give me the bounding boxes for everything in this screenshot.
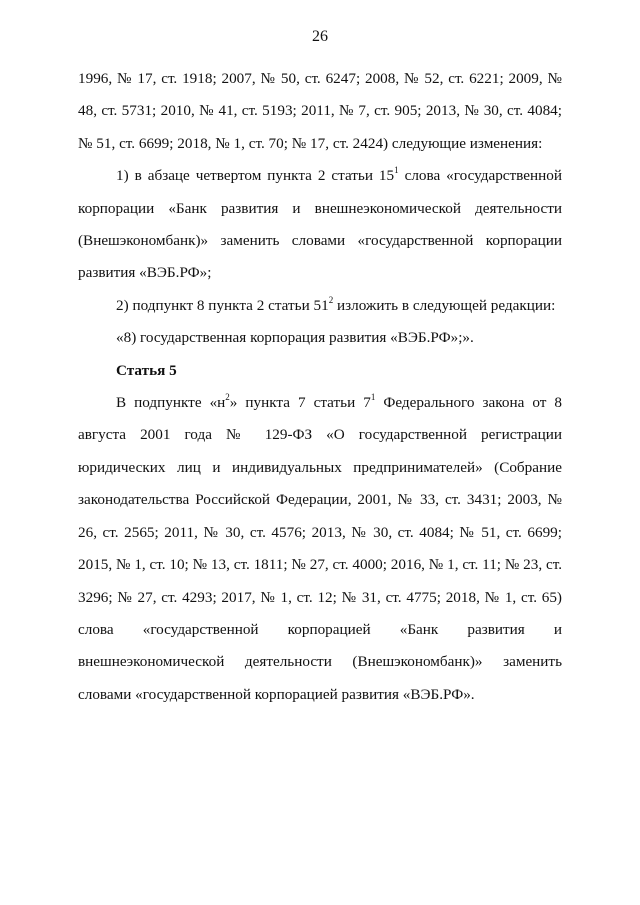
paragraph-item-2	[78, 290, 562, 322]
paragraph-article-5-text-2: » пункта 7 статьи 7	[229, 394, 371, 412]
paragraph-item-1	[78, 160, 562, 290]
page-number: 26	[312, 28, 328, 45]
superscript-7-1: 1	[370, 392, 376, 403]
paragraph-continuation: 1996, № 17, ст. 1918; 2007, № 50, ст. 6247; 2008, № 52, ст. 6221; 2009, № 48, ст. 5731; 2010, № 41, ст. 5193; 2011, № 7, ст. 905; 2013, № 30, ст. 4084; № 51, ст. 6699; 2018, № 1, ст. 70; № 17, ст. 2424) следующие изменения:	[78, 70, 562, 152]
paragraph-article-5	[78, 387, 562, 711]
superscript-n2: 2	[225, 392, 230, 403]
paragraph-item-2-text-end: изложить в следующей редакции:	[333, 296, 556, 314]
paragraph-article-5-text-1: В подпункте «н	[116, 394, 226, 412]
document-body	[78, 63, 562, 711]
paragraph-item-1-text-end: слова «государственной корпорации «Банк развития и внешнеэкономической деятельности (Внешэкономбанк)» заменить словами «государственной корпорации развития «ВЭБ.РФ»;	[78, 167, 562, 282]
superscript-1: 1	[394, 165, 399, 176]
superscript-2: 2	[328, 294, 334, 305]
paragraph-quote: «8) государственная корпорация развития «ВЭБ.РФ»;».	[116, 329, 474, 347]
paragraph-item-2-text-start: 2) подпункт 8 пункта 2 статьи 51	[116, 296, 329, 314]
paragraph-item-1-text-start: 1) в абзаце четвертом пункта 2 статьи 15	[116, 167, 395, 185]
paragraph-article-5-text-3: Федерального закона от 8 августа 2001 года № 129-ФЗ «О государственной регистрации юридических лиц и индивидуальных предпринимателей» (Собрание законодательства Российской Федерации, 2001, № 33, ст. 3431; 2003, № 26, ст. 2565; 2011, № 30, ст. 4576; 2013, № 30, ст. 4084; № 51, ст. 6699; 2015, № 1, ст. 10; № 13, ст. 1811; № 27, ст. 4000; 2016, № 1, ст. 11; № 23, ст. 3296; № 27, ст. 4293; 2017, № 1, ст. 12; № 31, ст. 4775; 2018, № 1, ст. 65) слова «государственной корпорацией «Банк развития и внешнеэкономической деятельности (Внешэкономбанк)» заменить словами «государственной корпорацией развития «ВЭБ.РФ».	[78, 394, 562, 703]
article-heading: Статья 5	[116, 361, 177, 379]
